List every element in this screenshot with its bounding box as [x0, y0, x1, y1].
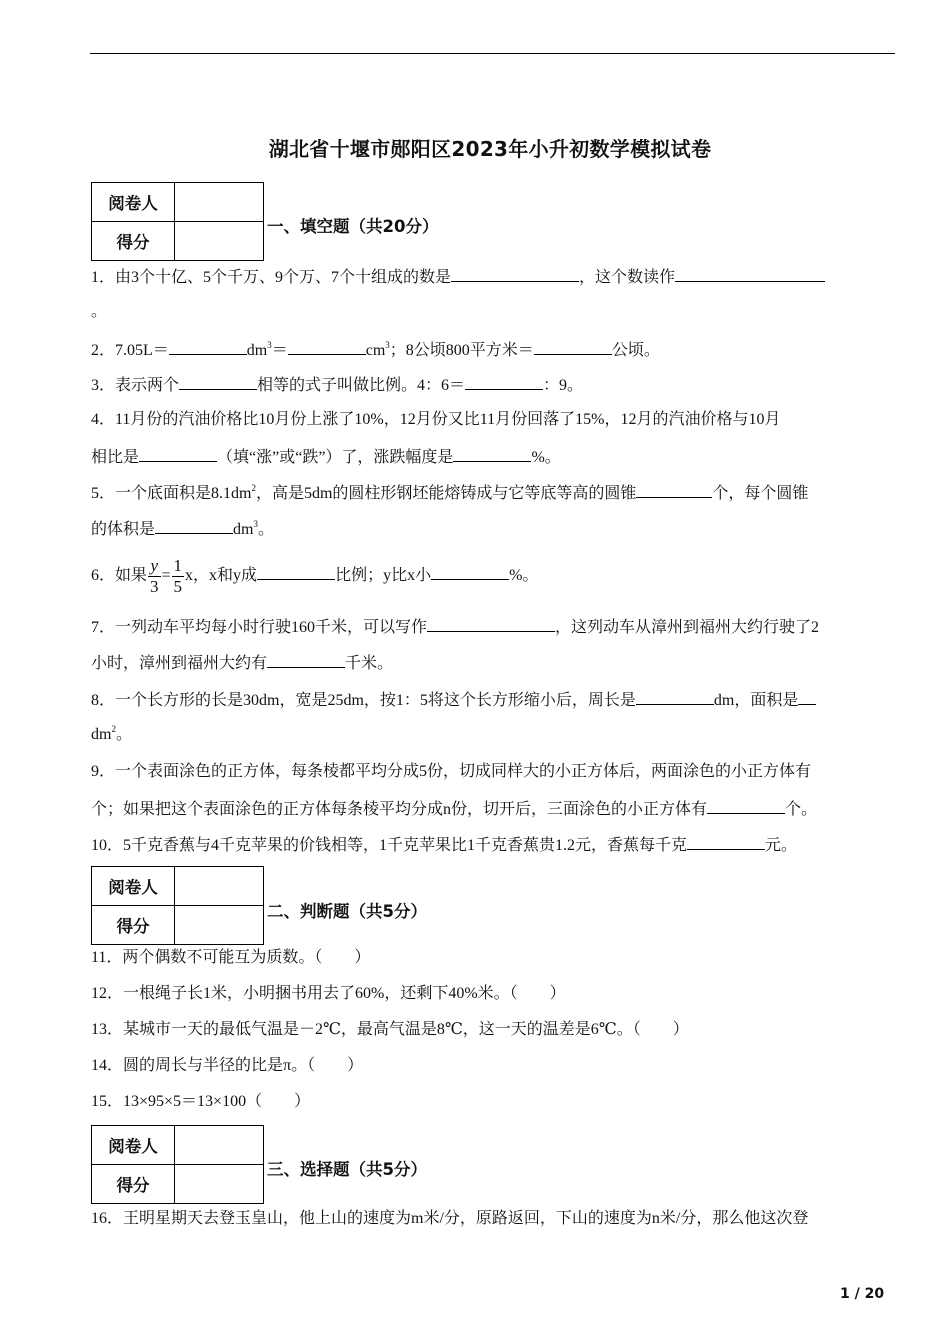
reviewer-cell	[175, 1126, 264, 1165]
question-8: 8．一个长方形的长是30dm，宽是25dm，按1：5将这个长方形缩小后，周长是 dm，面积是	[91, 689, 816, 711]
question-10: 10．5千克香蕉与4千克苹果的价钱相等，1千克苹果比1千克香蕉贵1.2元，香蕉每千克 元。	[91, 834, 797, 856]
answer-blank[interactable]	[465, 374, 543, 390]
answer-blank[interactable]	[431, 564, 509, 580]
answer-blank[interactable]	[169, 339, 247, 355]
reviewer-label: 阅卷人	[92, 1126, 175, 1165]
question-9-cont: 个；如果把这个表面涂色的正方体每条棱平均分成n份，切开后，三面涂色的小正方体有 个。	[91, 798, 817, 820]
question-4-cont: 相比是 （填“涨”或“跌”）了，涨跌幅度是 %。	[91, 446, 561, 468]
question-13: 13．某城市一天的最低气温是－2℃，最高气温是8℃，这一天的温差是6℃。（ ）	[91, 1021, 689, 1038]
score-box-1	[91, 182, 264, 261]
page-title: 湖北省十堰市郧阳区2023年小升初数学模拟试卷	[268, 137, 712, 161]
section-title-multiple-choice: 三、选择题（共5分）	[267, 1160, 427, 1179]
answer-blank[interactable]	[453, 446, 531, 462]
score-cell	[175, 906, 264, 945]
question-4: 4．11月份的汽油价格比10月份上涨了10%，12月份又比11月份回落了15%，12月的汽油价格与10月	[91, 411, 781, 428]
score-label: 得分	[92, 1165, 175, 1204]
question-11: 11．两个偶数不可能互为质数。（ ）	[91, 949, 371, 966]
question-14: 14．圆的周长与半径的比是π。（ ）	[91, 1057, 364, 1074]
question-7-cont: 小时，漳州到福州大约有 千米。	[91, 652, 393, 674]
fraction-1-over-5: $\frac{1}{5}$	[173, 555, 183, 596]
question-16: 16．王明星期天去登玉皇山，他上山的速度为m米/分，原路返回，下山的速度为n米/分，那么他这次登	[91, 1210, 809, 1227]
page-number: 1 / 20	[840, 1286, 885, 1302]
score-box-3	[91, 1125, 264, 1204]
answer-blank[interactable]	[534, 339, 612, 355]
question-9: 9．一个表面涂色的正方体，每条棱都平均分成5份，切成同样大的小正方体后，两面涂色的小正方体有	[91, 763, 812, 780]
answer-blank[interactable]	[636, 482, 712, 498]
question-8-cont: $dm^2$。	[91, 724, 132, 743]
header-rule	[90, 53, 895, 54]
answer-blank[interactable]	[427, 616, 555, 632]
score-cell	[175, 222, 264, 261]
question-3: 3．表示两个 相等的式子叫做比例。4：6＝ ：9。	[91, 374, 583, 396]
fraction-y-over-3: $\frac{y}{3}$	[150, 555, 159, 596]
answer-blank[interactable]	[139, 446, 217, 462]
answer-blank[interactable]	[179, 374, 257, 390]
answer-blank[interactable]	[267, 652, 345, 668]
score-box-2	[91, 866, 264, 945]
question-1: 1．由3个十亿、5个千万、9个万、7个十组成的数是 ，这个数读作	[91, 266, 825, 288]
question-2: 2．$7.05L= dm^3= cm^3$；8公顷800平方米＝ 公顷。	[91, 340, 660, 359]
answer-blank[interactable]	[707, 798, 785, 814]
section-title-true-false: 二、判断题（共5分）	[267, 902, 427, 921]
answer-blank[interactable]	[257, 564, 335, 580]
score-cell	[175, 1165, 264, 1204]
question-15: 15．13×95×5＝13×100（ ）	[91, 1093, 311, 1110]
answer-blank[interactable]	[288, 339, 366, 355]
question-12: 12．一根绳子长1米，小明捆书用去了60%，还剩下40%米。（ ）	[91, 985, 566, 1002]
reviewer-cell	[175, 183, 264, 222]
reviewer-cell	[175, 867, 264, 906]
question-1-cont: 。	[91, 303, 108, 320]
score-label: 得分	[92, 222, 175, 261]
answer-blank[interactable]	[155, 518, 233, 534]
question-5-cont: 的体积是 $dm^3$。	[91, 519, 274, 538]
section-title-fill-blank: 一、填空题（共20分）	[267, 217, 439, 236]
reviewer-label: 阅卷人	[92, 867, 175, 906]
question-6: 6．如果 $\frac{y}{3}$ = $\frac{1}{5}$ x，x和y成 比例；y比x小 %。	[91, 555, 539, 596]
answer-blank[interactable]	[798, 689, 816, 705]
answer-blank[interactable]	[636, 689, 714, 705]
answer-blank[interactable]	[675, 266, 825, 282]
reviewer-label: 阅卷人	[92, 183, 175, 222]
question-5: 5．一个底面积是$8.1dm^2$，高是5dm的圆柱形钢坯能熔铸成与它等底等高的圆锥 个，每个圆锥	[91, 483, 809, 502]
question-7: 7．一列动车平均每小时行驶160千米，可以写作 ，这列动车从漳州到福州大约行驶了2	[91, 616, 819, 638]
score-label: 得分	[92, 906, 175, 945]
answer-blank[interactable]	[687, 834, 765, 850]
answer-blank[interactable]	[451, 266, 579, 282]
